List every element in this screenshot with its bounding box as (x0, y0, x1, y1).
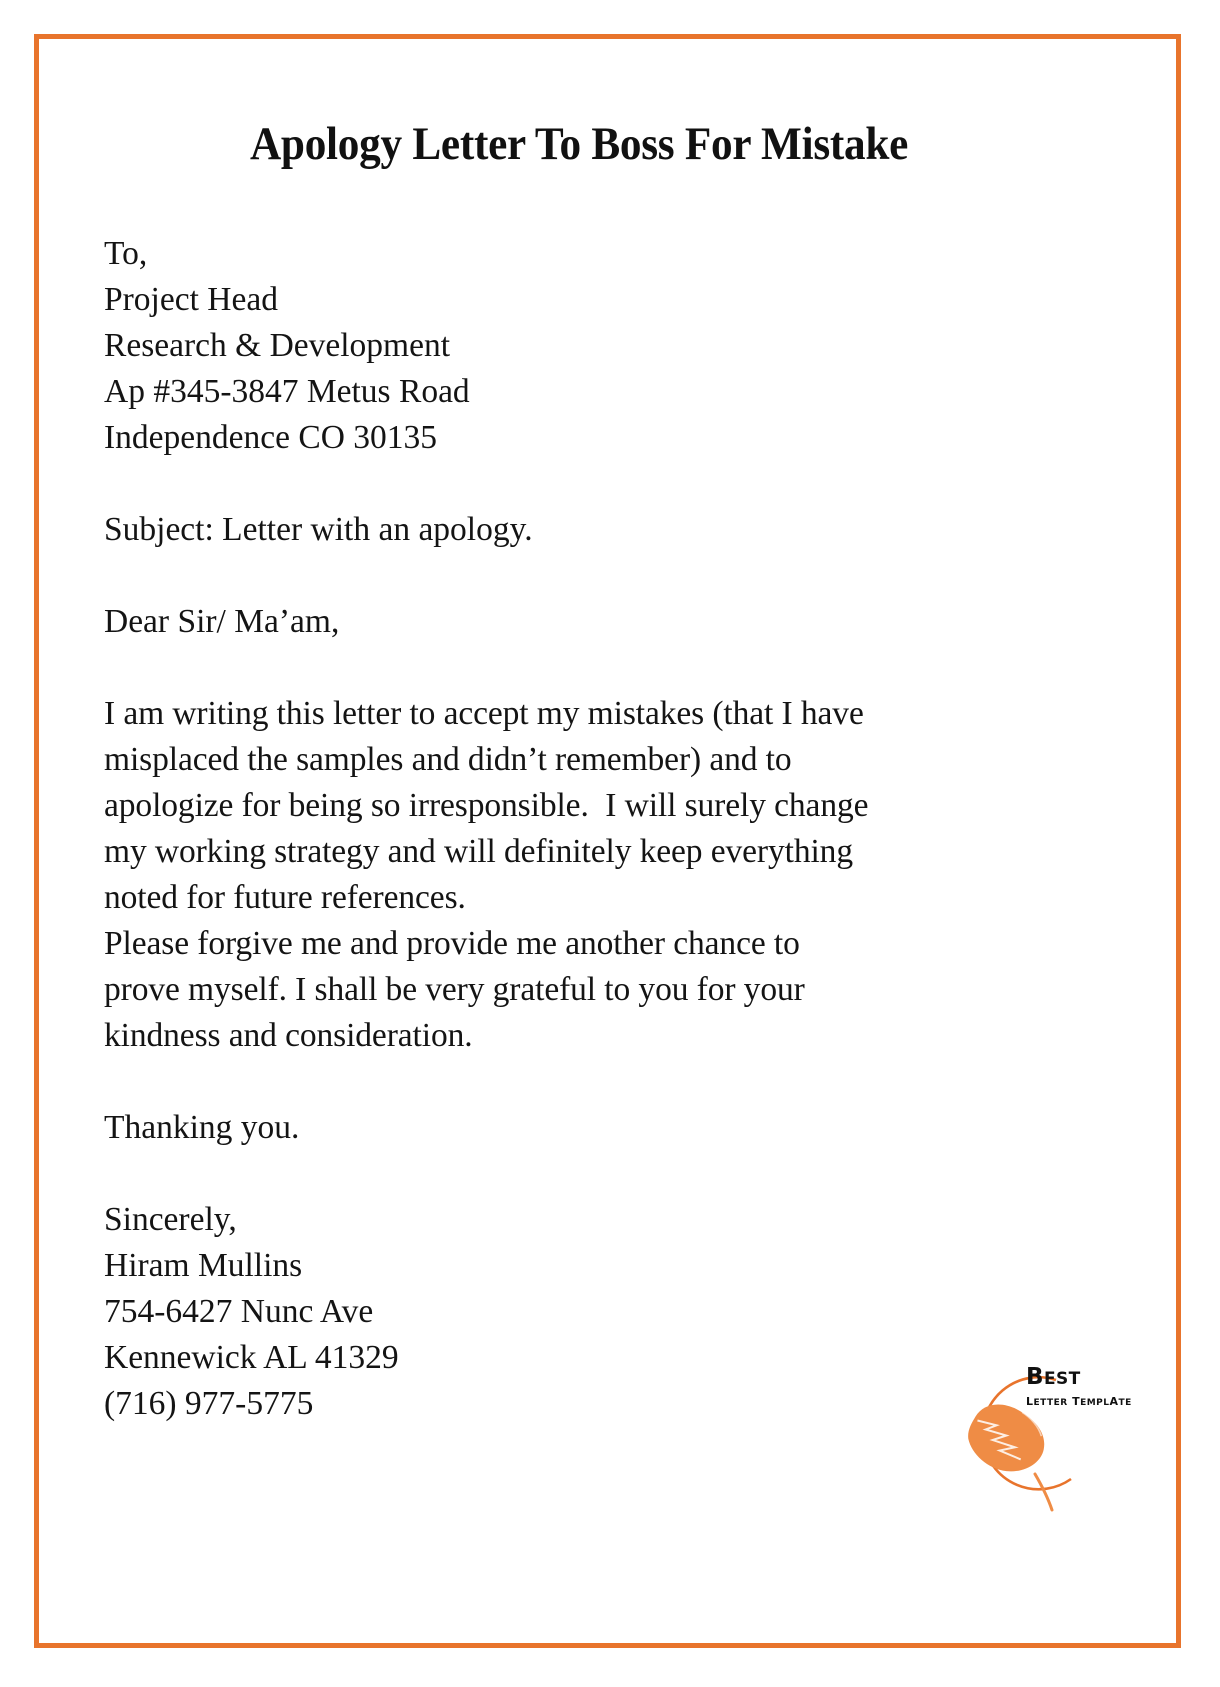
quill-tip-icon (1035, 1474, 1052, 1510)
subject-line-block (104, 507, 1054, 553)
logo-brand-name (1026, 1366, 1081, 1389)
greeting-line: Dear Sir/ Ma’am, (104, 603, 340, 641)
paragraph-2-line: prove myself. I shall be very grateful to you for your (104, 971, 805, 1009)
paragraph-2-line: Please forgive me and provide me another chance to (104, 925, 800, 963)
spacer (104, 461, 1054, 507)
closing-valediction: Sincerely, (104, 1201, 237, 1239)
letter-content (104, 100, 1054, 1427)
page-title: Apology Letter To Boss For Mistake (249, 118, 909, 170)
recipient-department: Research & Development (104, 327, 451, 365)
paragraph-2-line: kindness and consideration. (104, 1017, 473, 1055)
body-paragraph-1 (104, 691, 1014, 921)
logo-tagline-t: T (1067, 1395, 1081, 1408)
greeting-block (104, 599, 1054, 645)
letter-body (104, 231, 1054, 1427)
logo-tagline-l: L (1026, 1395, 1034, 1408)
paragraph-1-line: apologize for being so irresponsible. I will surely change (104, 787, 869, 825)
recipient-address-block (104, 231, 1054, 461)
spacer (104, 1151, 1054, 1197)
logo-brand-initial: B (1026, 1364, 1044, 1390)
spacer (104, 1059, 1054, 1105)
paragraph-1-line: my working strategy and will definitely keep everything (104, 833, 853, 871)
sender-name: Hiram Mullins (104, 1247, 303, 1285)
paragraph-1-line: misplaced the samples and didn’t remember) and to (104, 741, 792, 779)
logo-tagline (1026, 1396, 1132, 1408)
thanks-block (104, 1105, 1054, 1151)
recipient-to-label: To, (104, 235, 148, 273)
subject-line: Subject: Letter with an apology. (104, 511, 533, 549)
logo-tagline-empl: EMPL (1080, 1398, 1110, 1408)
recipient-street: Ap #345-3847 Metus Road (104, 373, 470, 411)
spacer (104, 553, 1054, 599)
body-paragraph-2 (104, 921, 1014, 1059)
logo-tagline-etter: ETTER (1033, 1398, 1068, 1408)
closing-block (104, 1197, 1054, 1427)
paragraph-1-line: noted for future references. (104, 879, 466, 917)
brand-logo (938, 1358, 1132, 1538)
sender-city-state-zip: Kennewick AL 41329 (104, 1339, 399, 1377)
thanking-line: Thanking you. (104, 1109, 300, 1147)
spacer (104, 645, 1054, 691)
logo-tagline-te: TE (1118, 1398, 1132, 1408)
logo-tagline-a: A (1109, 1395, 1119, 1408)
recipient-role: Project Head (104, 281, 278, 319)
sender-street: 754-6427 Nunc Ave (104, 1293, 374, 1331)
logo-brand-rest: EST (1043, 1369, 1081, 1389)
recipient-city-state-zip: Independence CO 30135 (104, 419, 438, 457)
paragraph-1-line: I am writing this letter to accept my mistakes (that I have (104, 695, 864, 733)
sender-phone: (716) 977-5775 (104, 1385, 314, 1423)
